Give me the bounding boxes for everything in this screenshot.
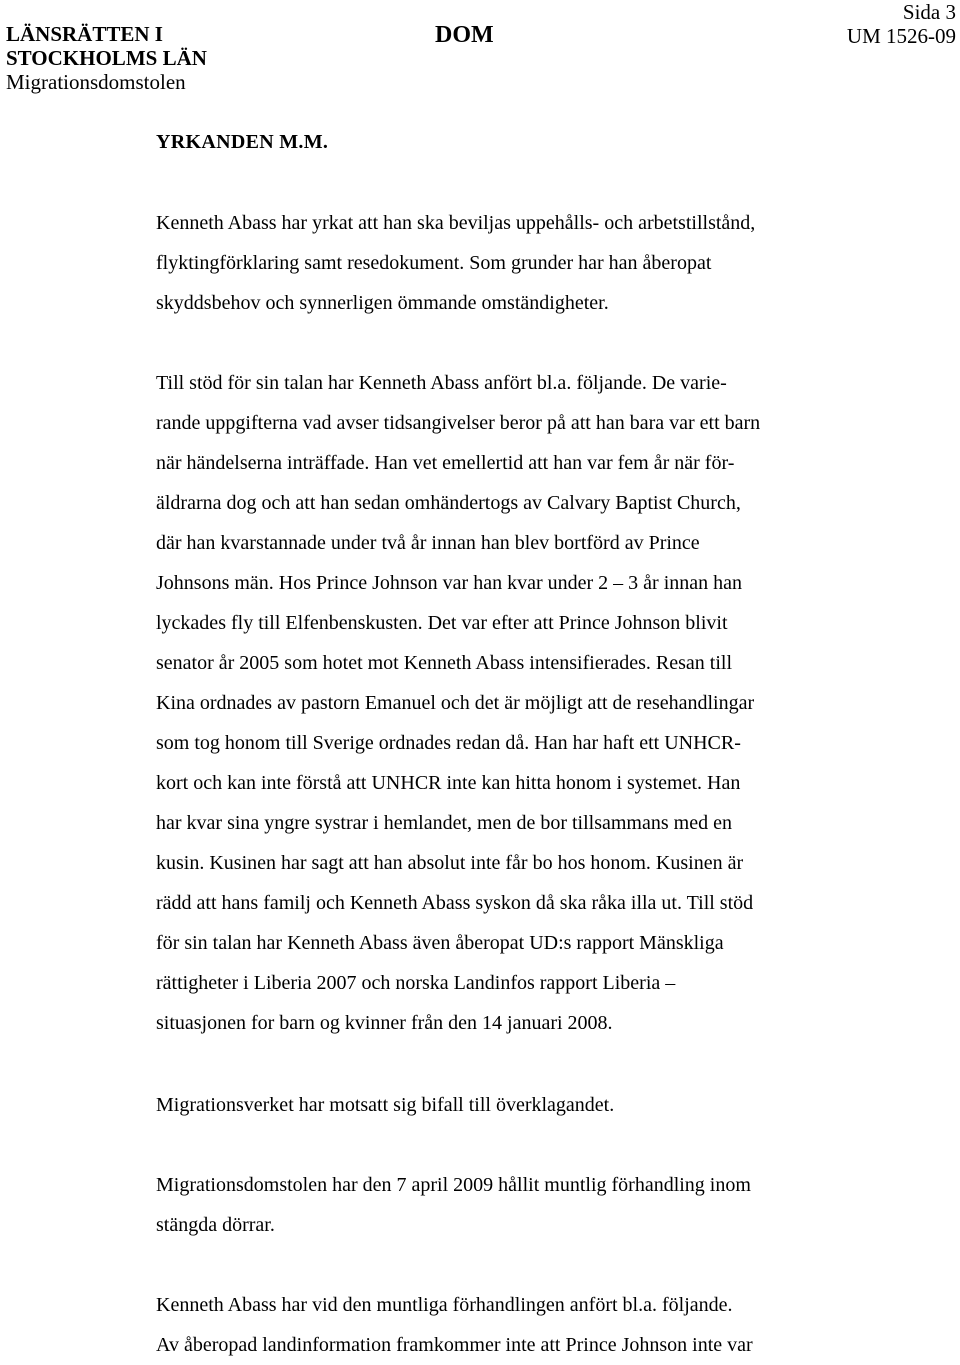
text-line: Johnsons män. Hos Prince Johnson var han kvar under 2 – 3 år innan han xyxy=(156,572,743,594)
text-line: skyddsbehov och synnerligen ömmande omständigheter. xyxy=(156,292,609,314)
court-name-line1: LÄNSRÄTTEN I xyxy=(6,22,163,46)
text-line: rädd att hans familj och Kenneth Abass syskon då ska råka illa ut. Till stöd xyxy=(156,892,754,914)
page-number: Sida 3 xyxy=(902,0,956,24)
paragraph-claims xyxy=(156,203,872,323)
text-line: Kenneth Abass har yrkat att han ska beviljas uppehålls- och arbetstillstånd, xyxy=(156,212,756,234)
paragraph-hearing-statements xyxy=(156,1285,872,1365)
page-reference xyxy=(847,0,956,48)
text-line: stängda dörrar. xyxy=(156,1214,275,1236)
paragraph-grounds xyxy=(156,363,872,1043)
text-line: senator år 2005 som hotet mot Kenneth Abass intensifierades. Resan till xyxy=(156,652,732,674)
text-line: situasjonen for barn og kvinner från den 14 januari 2008. xyxy=(156,1012,613,1034)
text-line: Kina ordnades av pastorn Emanuel och det är möjligt att de resehandlingar xyxy=(156,692,755,714)
text-line: som tog honom till Sverige ordnades redan då. Han har haft ett UNHCR- xyxy=(156,732,741,754)
text-line: Av åberopad landinformation framkommer inte att Prince Johnson inte var xyxy=(156,1334,753,1356)
text-line: kusin. Kusinen har sagt att han absolut inte får bo hos honom. Kusinen är xyxy=(156,852,744,874)
section-heading: YRKANDEN M.M. xyxy=(156,131,329,153)
text-line: flyktingförklaring samt resedokument. Som grunder har han åberopat xyxy=(156,252,712,274)
text-line: för sin talan har Kenneth Abass även åberopat UD:s rapport Mänskliga xyxy=(156,932,724,954)
text-line: Migrationsverket har motsatt sig bifall till överklagandet. xyxy=(156,1094,615,1116)
text-line: Kenneth Abass har vid den muntliga förhandlingen anfört bl.a. följande. xyxy=(156,1294,733,1316)
text-line: där han kvarstannade under två år innan han blev bortförd av Prince xyxy=(156,532,700,554)
paragraph-agency-position xyxy=(156,1085,872,1125)
text-line: lyckades fly till Elfenbenskusten. Det var efter att Prince Johnson blivit xyxy=(156,612,728,634)
text-line: Till stöd för sin talan har Kenneth Abass anfört bl.a. följande. De varie- xyxy=(156,372,727,394)
document-type: DOM xyxy=(435,22,494,48)
text-line: Migrationsdomstolen har den 7 april 2009 hållit muntlig förhandling inom xyxy=(156,1174,751,1196)
text-line: kort och kan inte förstå att UNHCR inte kan hitta honom i systemet. Han xyxy=(156,772,741,794)
text-line: rande uppgifterna vad avser tidsangivelser beror på att han bara var ett barn xyxy=(156,412,761,434)
paragraph-hearing xyxy=(156,1165,872,1245)
court-name-line2: STOCKHOLMS LÄN xyxy=(6,46,207,70)
text-line: äldrarna dog och att han sedan omhändertogs av Calvary Baptist Church, xyxy=(156,492,741,514)
court-division: Migrationsdomstolen xyxy=(6,70,186,94)
court-header xyxy=(6,22,207,94)
text-line: har kvar sina yngre systrar i hemlandet, men de bor tillsammans med en xyxy=(156,812,732,834)
text-line: rättigheter i Liberia 2007 och norska Landinfos rapport Liberia – xyxy=(156,972,676,994)
case-number: UM 1526-09 xyxy=(846,24,956,48)
text-line: när händelserna inträffade. Han vet emellertid att han var fem år när för- xyxy=(156,452,735,474)
